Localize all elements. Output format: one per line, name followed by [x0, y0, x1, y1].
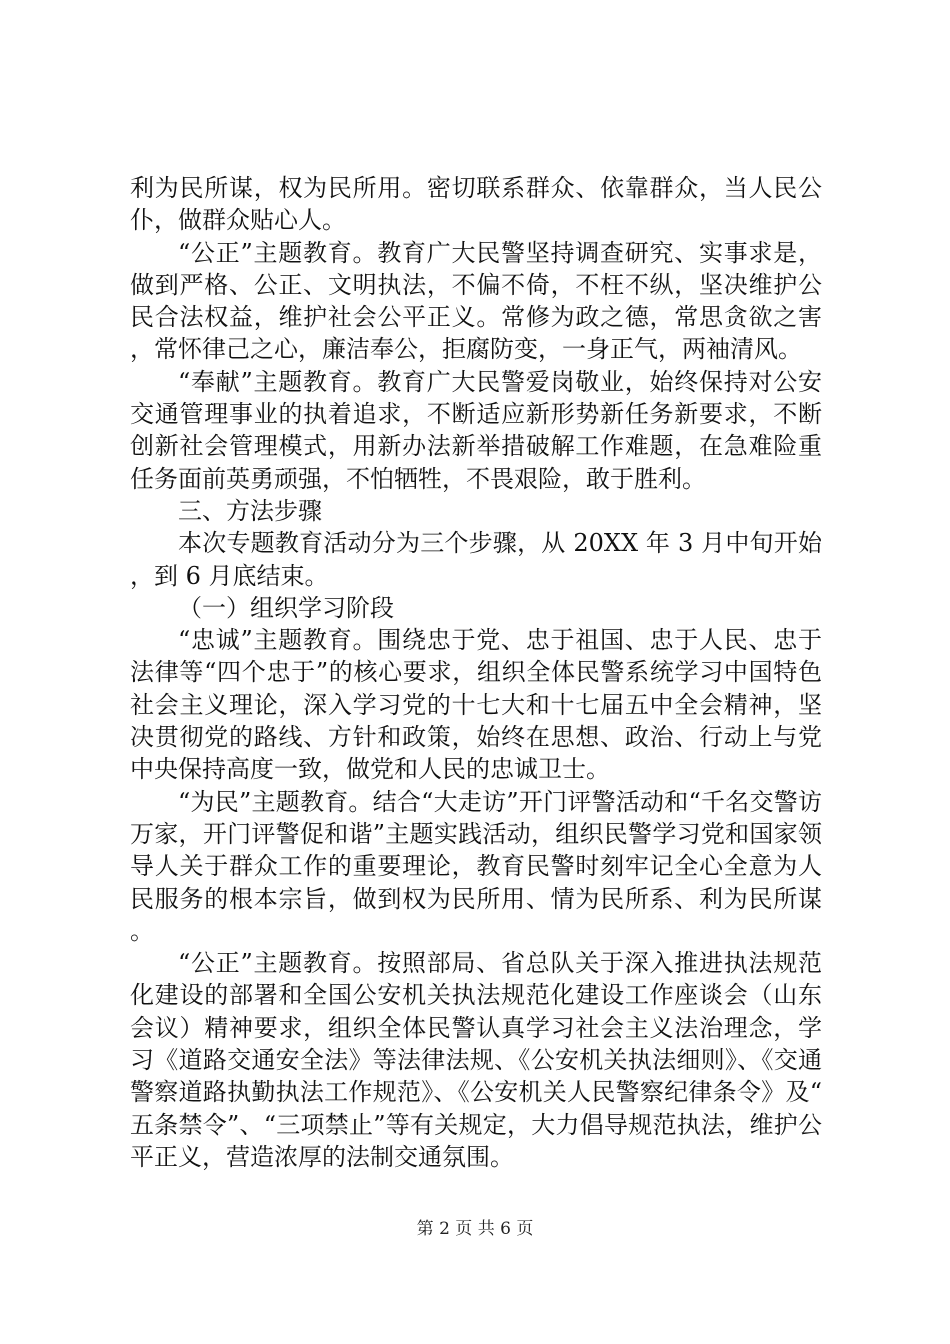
paragraph: “公正”主题教育。按照部局、省总队关于深入推进执法规范化建设的部署和全国公安机关执法规范化建设工作座谈会（山东会议）精神要求，组织全体民警认真学习社会主义法治理念，学习《道路交通安全法》等法律法规、《公安机关执法细则》、《交通警察道路执勤执法工作规范》、《公安机关人民警察纪律条令》及“五条禁令”、“三项禁止”等有关规定，大力倡导规范执法，维护公平正义，营造浓厚的法制交通氛围。 — [130, 949, 822, 1171]
page-number-footer: 第 2 页 共 6 页 — [416, 1219, 534, 1239]
paragraph: “奉献”主题教育。教育广大民警爱岗敬业，始终保持对公安交通管理事业的执着追求，不断适应新形势新任务新要求，不断创新社会管理模式，用新办法新举措破解工作难题，在急难险重任务面前英勇顽强，不怕牺牲，不畏艰险，敢于胜利。 — [130, 367, 822, 493]
paragraph: “为民”主题教育。结合“大走访”开门评警活动和“千名交警访万家，开门评警促和谐”主题实践活动，组织民警学习党和国家领导人关于群众工作的重要理论，教育民警时刻牢记全心全意为人民服务的根本宗旨，做到权为民所用、情为民所系、利为民所谋。 — [130, 787, 822, 945]
paragraph: 本次专题教育活动分为三个步骤，从 20XX 年 3 月中旬开始，到 6 月底结束。 — [130, 529, 822, 590]
subsection-heading: （一）组织学习阶段 — [178, 593, 394, 622]
section-heading: 三、方法步骤 — [178, 496, 322, 525]
document-body — [130, 172, 822, 1173]
paragraph: “公正”主题教育。教育广大民警坚持调查研究、实事求是，做到严格、公正、文明执法，不偏不倚，不枉不纵，坚决维护公民合法权益，维护社会公平正义。常修为政之德，常思贪欲之害，常怀律己之心，廉洁奉公，拒腐防变，一身正气，两袖清风。 — [130, 238, 822, 364]
paragraph: 利为民所谋，权为民所用。密切联系群众、依靠群众，当人民公仆，做群众贴心人。 — [130, 174, 822, 235]
paragraph: “忠诚”主题教育。围绕忠于党、忠于祖国、忠于人民、忠于法律等“四个忠于”的核心要求，组织全体民警系统学习中国特色社会主义理论，深入学习党的十七大和十七届五中全会精神，坚决贯彻党的路线、方针和政策，始终在思想、政治、行动上与党中央保持高度一致，做党和人民的忠诚卫士。 — [130, 626, 822, 784]
